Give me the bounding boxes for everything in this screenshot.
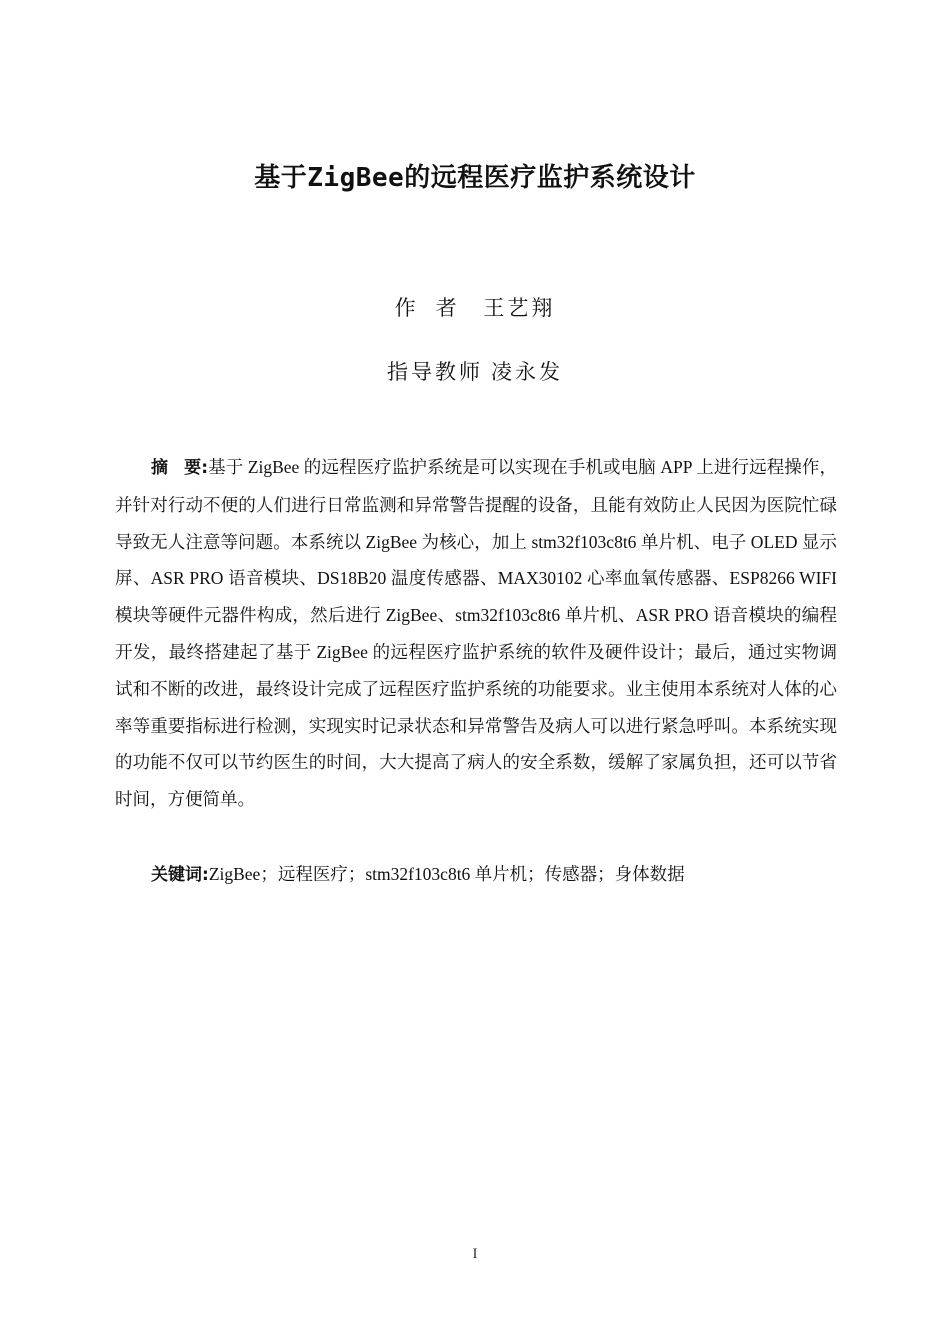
title-zigbee: ZigBee: [307, 163, 405, 193]
keywords-label: 关键词:: [151, 865, 209, 885]
advisor-line: [0, 357, 950, 387]
author-label: 作者: [394, 296, 477, 320]
keywords-text: ZigBee；远程医疗；stm32f103c8t6 单片机；传感器；身体数据: [208, 864, 685, 884]
page-number: I: [472, 1246, 478, 1262]
abstract-text: 基于 ZigBee 的远程医疗监护系统是可以实现在手机或电脑 APP 上进行远程操作，并针对行动不便的人们进行日常监测和异常警告提醒的设备，且能有效防止人民因为医院忙碌导致无人注意等问题。本系统以 ZigBee 为核心，加上 stm32f103c8t6 单片机、电子 OLED 显示屏、ASR PRO 语音模块、DS18B20 温度传感器、MAX30102 心率血氧传感器、ESP8266 WIFI 模块等硬件元器件构成，然后进行 ZigBee、stm32f103c8t6 单片机、ASR PRO 语音模块的编程开发，最终搭建起了基于 ZigBee 的远程医疗监护系统的软件及硬件设计；最后，通过实物调试和不断的改进，最终设计完成了远程医疗监护系统的功能要求。业主使用本系统对人体的心率等重要指标进行检测，实现实时记录状态和异常警告及病人可以进行紧急呼叫。本系统实现的功能不仅可以节约医生的时间，大大提高了病人的安全系数，缓解了家属负担，还可以节省时间，方便简单。: [115, 457, 838, 810]
author-line: [0, 293, 950, 323]
abstract-label-second: 要: [184, 458, 202, 478]
abstract-label-colon: :: [201, 458, 209, 478]
advisor-name: 凌永发: [491, 360, 563, 384]
advisor-label: 指导教师: [387, 360, 483, 384]
document-title: [0, 158, 950, 198]
title-suffix: 的远程医疗监护系统设计: [404, 163, 696, 193]
keywords-line: [151, 856, 685, 893]
abstract-paragraph: [115, 449, 837, 818]
title-prefix: 基于: [254, 163, 308, 193]
author-name: 王艺翔: [483, 296, 556, 320]
abstract-label-first: 摘: [151, 458, 185, 478]
abstract-label: [151, 458, 208, 478]
